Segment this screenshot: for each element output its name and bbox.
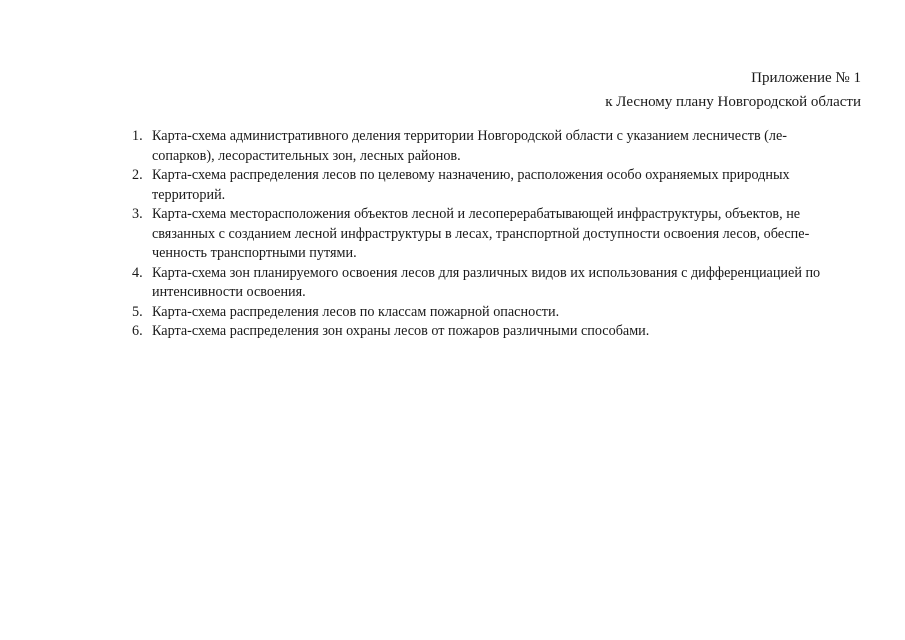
list-item-text bbox=[152, 322, 864, 342]
list-item-text bbox=[152, 127, 864, 166]
list-item bbox=[132, 303, 864, 323]
list-item-line: Карта-схема распределения зон охраны лесов от пожаров различными способами. bbox=[152, 323, 650, 339]
list-item bbox=[132, 205, 864, 264]
list-item-line: Карта-схема административного деления территории Новгородской области с указанием лесничеств (ле- bbox=[152, 128, 788, 144]
list-item bbox=[132, 166, 864, 205]
list-item-number: 3. bbox=[132, 206, 143, 222]
list-item-number: 5. bbox=[132, 303, 143, 320]
list-item-line: интенсивности освоения. bbox=[152, 284, 306, 300]
list-item-line: ченность транспортными путями. bbox=[152, 245, 357, 261]
list-item-number: 2. bbox=[132, 167, 143, 183]
list-item-number: 4. bbox=[132, 264, 143, 281]
appendix-subtitle: к Лесному плану Новгородской области bbox=[605, 94, 861, 110]
list-item bbox=[132, 322, 864, 342]
appendix-header bbox=[605, 66, 861, 114]
list-item bbox=[132, 264, 864, 303]
list-item-number: 6. bbox=[132, 323, 143, 339]
list-item-text bbox=[152, 205, 864, 264]
list-item-text bbox=[152, 303, 864, 323]
list-item-line: Карта-схема зон планируемого освоения лесов для различных видов их использования с дифференциацией по bbox=[152, 264, 821, 281]
list-item-line: Карта-схема распределения лесов по целевому назначению, расположения особо охраняемых природных bbox=[152, 167, 790, 183]
map-list bbox=[132, 127, 864, 342]
list-item bbox=[132, 127, 864, 166]
list-item-line: территорий. bbox=[152, 186, 226, 203]
list-item-line: сопарков), лесорастительных зон, лесных районов. bbox=[152, 147, 461, 164]
list-item-text bbox=[152, 264, 864, 303]
appendix-title: Приложение № 1 bbox=[751, 70, 861, 86]
list-item-line: Карта-схема распределения лесов по классам пожарной опасности. bbox=[152, 303, 560, 320]
list-item-number: 1. bbox=[132, 128, 143, 144]
list-item-text bbox=[152, 166, 864, 205]
list-item-line: связанных с созданием лесной инфраструктуры в лесах, транспортной доступности освоения лесов, обеспе- bbox=[152, 225, 810, 242]
list-item-line: Карта-схема месторасположения объектов лесной и лесоперерабатывающей инфраструктуры, объектов, не bbox=[152, 206, 801, 222]
